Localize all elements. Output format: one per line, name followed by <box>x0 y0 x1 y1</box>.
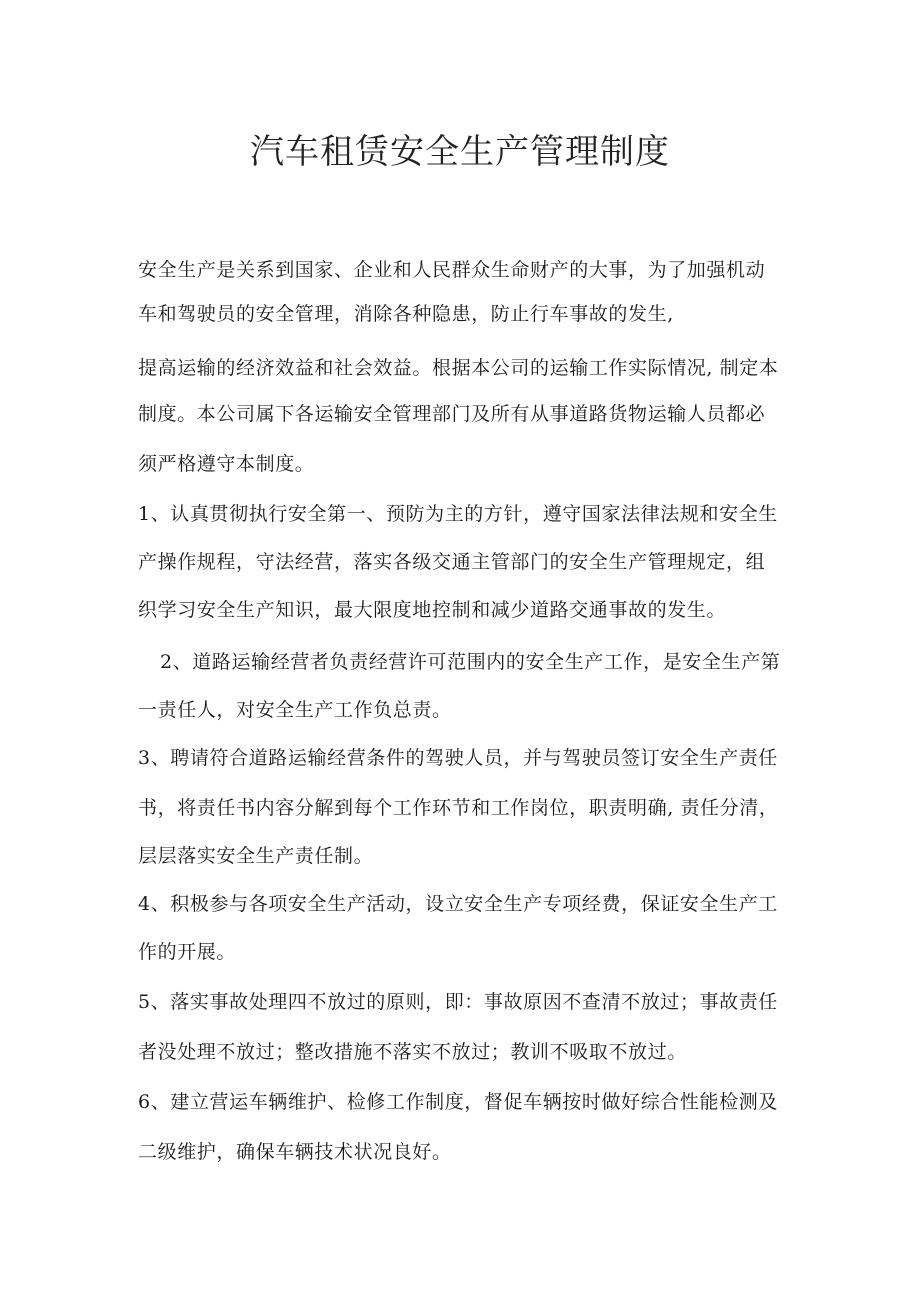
body-line: 车和驾驶员的安全管理，消除各种隐患，防止行车事故的发生, <box>138 303 674 325</box>
body-line: 作的开展。 <box>138 941 237 963</box>
body-line: 一责任人，对安全生产工作负总责。 <box>138 699 452 721</box>
body-line: 5、落实事故处理四不放过的原则，即：事故原因不查清不放过；事故责任 <box>138 991 778 1013</box>
body-line: 提高运输的经济效益和社会效益。根据本公司的运输工作实际情况, 制定本 <box>138 357 779 379</box>
body-line: 3、聘请符合道路运输经营条件的驾驶人员，并与驾驶员签订安全生产责任 <box>138 747 778 769</box>
body-line: 织学习安全生产知识，最大限度地控制和减少道路交通事故的发生。 <box>138 599 727 621</box>
body-line: 二级维护，确保车辆技术状况良好。 <box>138 1141 452 1163</box>
body-line: 2、道路运输经营者负责经营许可范围内的安全生产工作，是安全生产第 <box>160 651 781 673</box>
body-line: 安全生产是关系到国家、企业和人民群众生命财产的大事，为了加强机动 <box>138 259 766 281</box>
body-line: 须严格遵守本制度。 <box>138 453 315 475</box>
body-line: 制度。本公司属下各运输安全管理部门及所有从事道路货物运输人员都必 <box>138 403 766 425</box>
body-line: 者没处理不放过；整改措施不落实不放过；教训不吸取不放过。 <box>138 1041 687 1063</box>
document-title: 汽车租赁安全生产管理制度 <box>250 132 670 172</box>
body-line: 产操作规程，守法经营，落实各级交通主管部门的安全生产管理规定，组 <box>138 551 766 573</box>
body-line: 1、认真贯彻执行安全第一、预防为主的方针，遵守国家法律法规和安全生 <box>138 503 778 525</box>
body-line: 6、建立营运车辆维护、检修工作制度，督促车辆按时做好综合性能检测及 <box>138 1091 778 1113</box>
body-line: 书，将责任书内容分解到每个工作环节和工作岗位，职责明确, 责任分清， <box>138 797 779 819</box>
body-line: 层层落实安全生产责任制。 <box>138 845 374 867</box>
body-line: 4、积极参与各项安全生产活动，设立安全生产专项经费，保证安全生产工 <box>138 893 778 915</box>
